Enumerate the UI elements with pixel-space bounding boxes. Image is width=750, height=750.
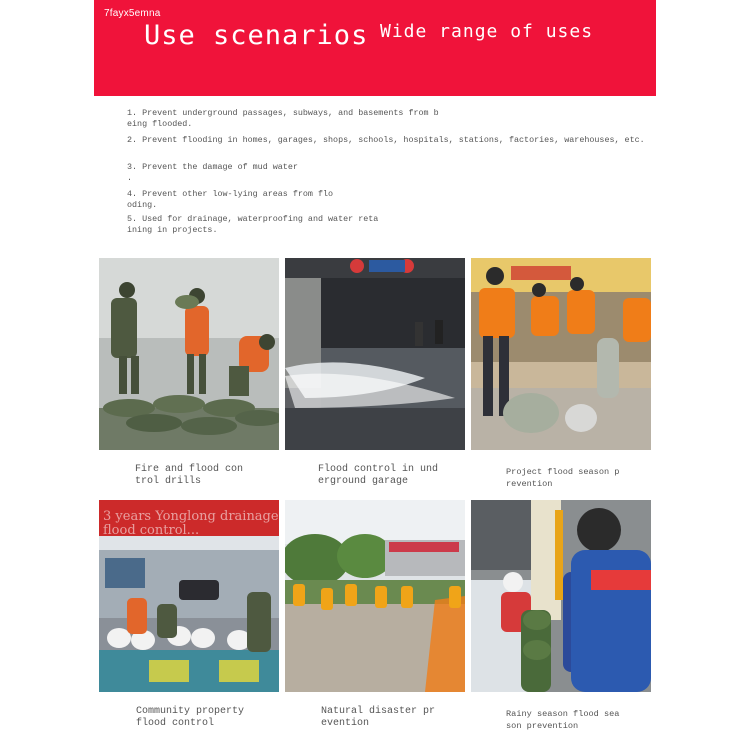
workers-green-sandbags-image [471, 500, 651, 692]
photo-project-flood-season [471, 258, 651, 450]
use-item-3: 3. Prevent the damage of mud water . [127, 162, 298, 183]
use-item-2: 2. Prevent flooding in homes, garages, shops, schools, hospitals, stations, factories, warehouses, etc. [127, 135, 645, 145]
watermark-text: 7fayx5emna [104, 8, 161, 19]
soldiers-sandbags-image [99, 258, 279, 450]
caption-project-flood-season: Project flood season p revention [506, 467, 620, 489]
caption-fire-flood-drills: Fire and flood con trol drills [135, 464, 244, 487]
use-item-5: 5. Used for drainage, waterproofing and water reta ining in projects. [127, 214, 379, 235]
caption-underground-garage: Flood control in und erground garage [318, 464, 439, 487]
banner-subtitle: Wide range of uses [380, 21, 594, 42]
photo-rainy-season [471, 500, 651, 692]
photo-community-property [99, 500, 279, 692]
caption-rainy-season: Rainy season flood sea son prevention [506, 709, 620, 731]
workers-sweeping-road-image [285, 500, 465, 692]
workers-orange-vests-image [471, 258, 651, 450]
caption-community-property: Community property flood control [136, 706, 245, 729]
caption-natural-disaster: Natural disaster pr evention [321, 706, 436, 729]
photo-underground-garage [285, 258, 465, 450]
photo-overlay-text: 3 years Yonglong drainage flood control... [103, 509, 279, 538]
use-item-1: 1. Prevent underground passages, subways, and basements from b eing flooded. [127, 108, 439, 129]
garage-water-spray-image [285, 258, 465, 450]
photo-natural-disaster [285, 500, 465, 692]
header-banner [94, 0, 656, 96]
banner-title: Use scenarios [144, 20, 369, 51]
photo-fire-flood-drills [99, 258, 279, 450]
use-item-4: 4. Prevent other low-lying areas from flo oding. [127, 189, 334, 210]
